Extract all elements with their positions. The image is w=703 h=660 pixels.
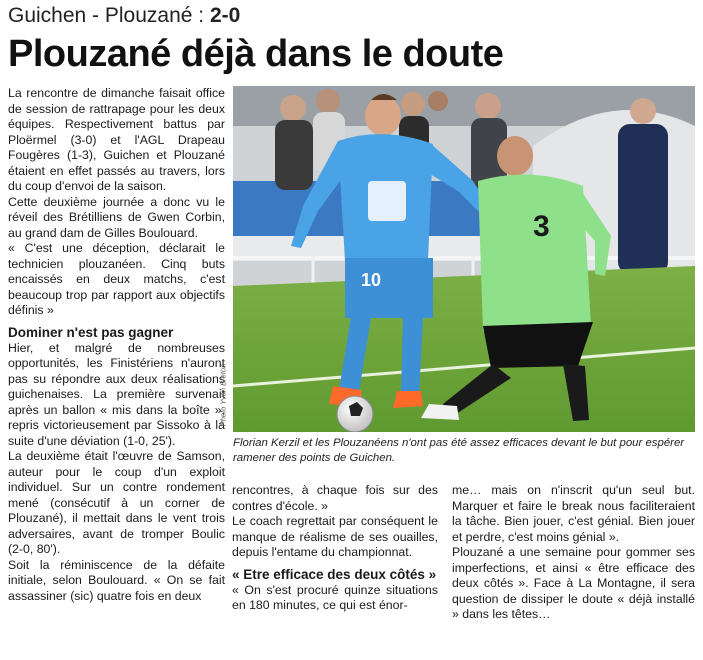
- article-column-2: [232, 483, 438, 614]
- paragraph: La rencontre de dimanche faisait office de session de rattrapage pour les deux équipes. Respectivement battus par Ploërmel (3-0) et l'AGL Drapeau Fougères (1-3), Guichen et Plouzané étaient en effet passés au travers, lors du coup d'envoi de la saison.: [8, 86, 225, 193]
- paragraph: « On s'est procuré quinze situations en 180 minutes, ce qui est énor-: [232, 582, 438, 612]
- away-jersey-number: 3: [533, 210, 550, 243]
- paragraph: Cette deuxième journée a donc vu le réveil des Brétilliens de Gwen Corbin, au grand dam de Gilles Boulouard.: [8, 194, 225, 240]
- paragraph: Le coach regrettait par conséquent le manque de réalisme de ses ouailles, depuis l'entame du championnat.: [232, 514, 438, 559]
- photo-credit-text: Photo Yvan Breton: [218, 363, 228, 427]
- coach-in-navy: [618, 124, 668, 274]
- paragraph: Plouzané a une semaine pour gommer ses imperfections, et ainsi « être efficace des deux côtés ». Face à La Montagne, il sera question de dissiper le doute « déjà installé » dans les têtes…: [452, 545, 695, 621]
- photo-caption: Florian Kerzil et les Plouzanéens n'ont pas été assez efficaces devant le but pour espérer ramener des points de Guichen.: [233, 437, 685, 464]
- subheading: « Etre efficace des deux côtés »: [232, 566, 437, 582]
- article-column-3: [452, 483, 695, 623]
- match-photo: [233, 86, 695, 432]
- article-column-1: [8, 86, 225, 604]
- paragraph: me… mais on n'inscrit qu'un seul but. Marquer et faire le break nous faciliteraient la tâche. Bien jouer, c'est génial. Bien jouer et perdre, c'est moins génial ».: [452, 483, 695, 544]
- kicker-score: 2-0: [209, 4, 241, 27]
- article-headline: Plouzané déjà dans le doute: [8, 33, 504, 75]
- paragraph: rencontres, à chaque fois sur des contres d'école. »: [232, 483, 438, 513]
- subheading: Dominer n'est pas gagner: [8, 324, 174, 340]
- home-jersey-number: 10: [361, 270, 382, 290]
- football-photo-illustration: [233, 86, 695, 432]
- paragraph: Hier, et malgré de nombreuses opportunités, les Finistériens n'auront pas su répondre aux deux réalisations guichenaises. La première survenait après un ballon « mis dans la boîte », repris victorieusement par Sissoko à la suite d'une déviation (1-0, 25').: [8, 340, 225, 448]
- article-kicker: [8, 4, 240, 28]
- photo-credit: [215, 350, 231, 440]
- paragraph: Soit la réminiscence de la défaite initiale, selon Boulouard. « On se fait assassiner (sic) quatre fois en deux: [8, 557, 225, 603]
- paragraph: La deuxième était l'œuvre de Samson, auteur pour le coup d'un exploit individuel. Sur un contre rondement mené (consécutif à un corner de Plouzané), il mettait dans le vent trois adversaires, avant de tromper Boulic (2-0, 80').: [8, 449, 225, 556]
- kicker-teams: Guichen - Plouzané :: [8, 4, 210, 27]
- paragraph: « C'est une déception, déclarait le technicien plouzanéen. Cinq buts encaissés en deux matchs, c'est beaucoup trop par rapport aux objectifs définis »: [8, 241, 225, 317]
